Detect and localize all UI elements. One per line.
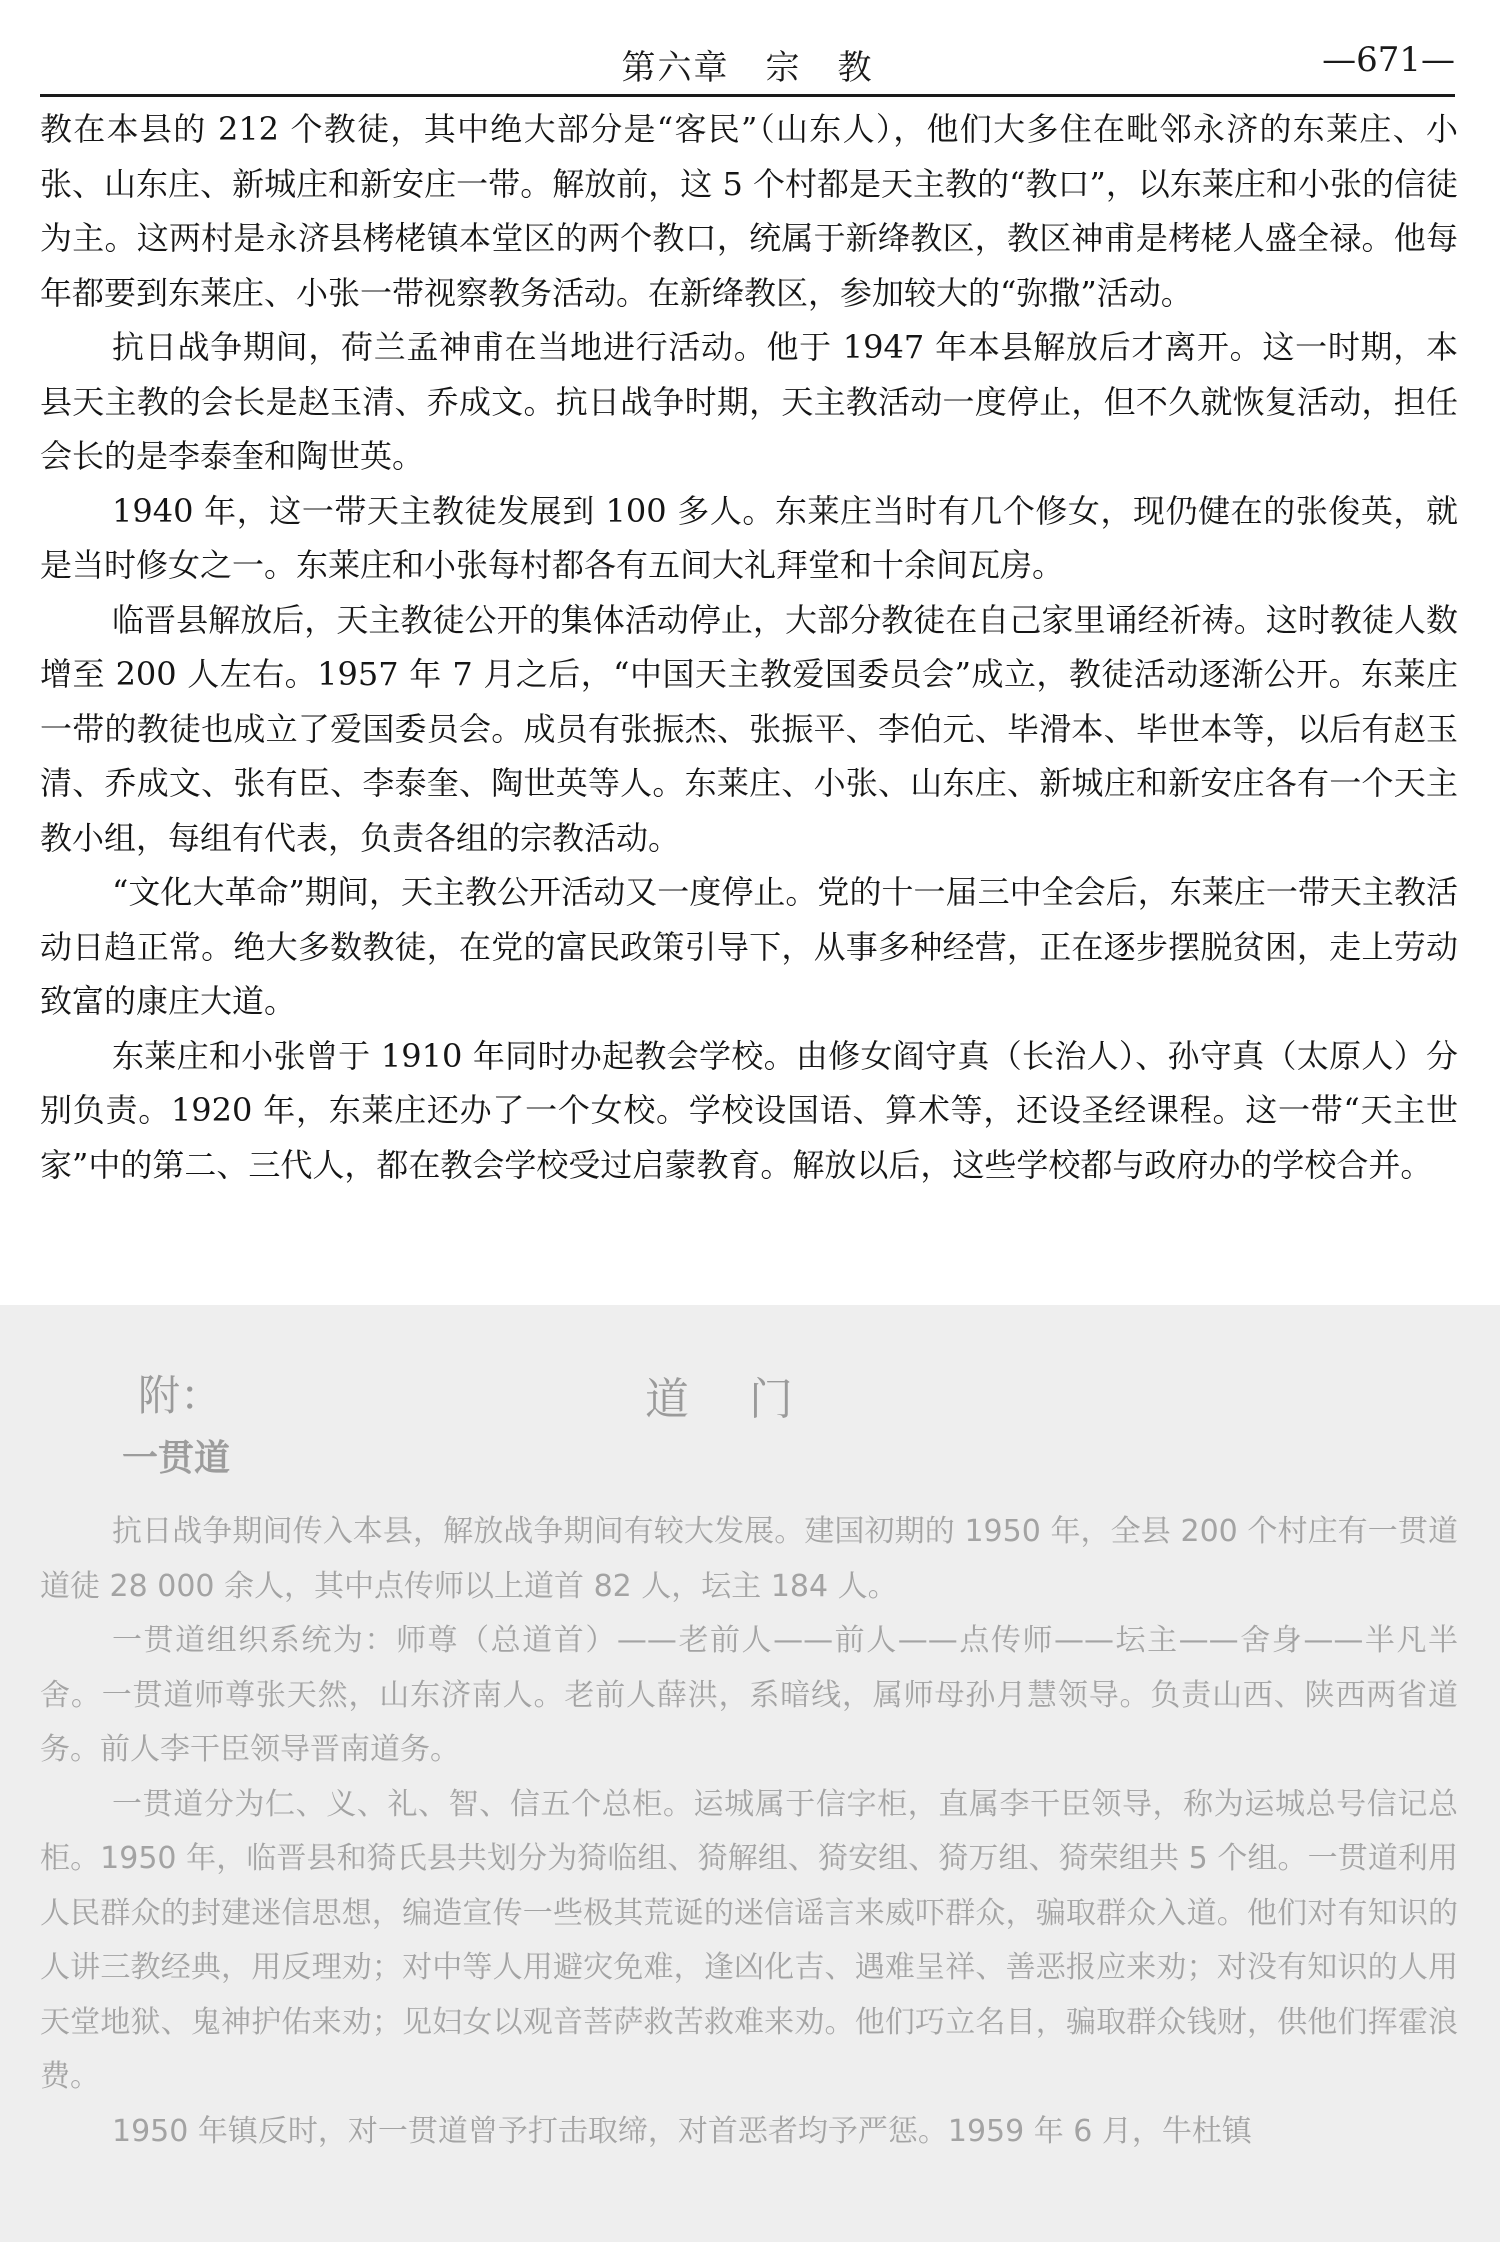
main-text — [40, 102, 1458, 1192]
chapter-title: 第六章 宗 教 — [621, 48, 874, 88]
appendix-label: 附： — [138, 1371, 223, 1420]
faded-lower-region — [0, 1305, 1500, 2242]
paragraph: 东莱庄和小张曾于 1910 年同时办起教会学校。由修女阎守真（长治人）、孙守真（太原人）分别负责。1920 年，东莱庄还办了一个女校。学校设国语、算术等，还设圣经课程。这一带“天主世家”中的第二、三代人，都在教会学校受过启蒙教育。解放以后，这些学校都与政府办的学校合并。 — [40, 1036, 1458, 1184]
appendix-title: 道门 — [645, 1374, 853, 1425]
page-number: —671— — [1322, 40, 1455, 80]
paragraph: 1940 年，这一带天主教徒发展到 100 多人。东莱庄当时有几个修女，现仍健在的张俊英，就是当时修女之一。东莱庄和小张每村都各有五间大礼拜堂和十余间瓦房。 — [40, 491, 1458, 584]
paragraph: 一贯道分为仁、义、礼、智、信五个总柜。运城属于信字柜，直属李干臣领导，称为运城总号信记总柜。1950 年，临晋县和猗氏县共划分为猗临组、猗解组、猗安组、猗万组、猗荣组共 5 个组。一贯道利用人民群众的封建迷信思想，编造宣传一些极其荒诞的迷信谣言来威吓群众，骗取群众入道。他们对有知识的人讲三教经典，用反理劝；对中等人用避灾免难，逢凶化吉、遇难呈祥、善恶报应来劝；对没有知识的人用天堂地狱、鬼神护佑来劝；见妇女以观音菩萨救苦救难来劝。他们巧立名目，骗取群众钱财，供他们挥霍浪费。 — [40, 1786, 1458, 2094]
paragraph: “文化大革命”期间，天主教公开活动又一度停止。党的十一届三中全会后，东莱庄一带天主教活动日趋正常。绝大多数教徒，在党的富民政策引导下，从事多种经营，正在逐步摆脱贫困，走上劳动致富的康庄大道。 — [40, 873, 1458, 1020]
paragraph: 抗日战争期间，荷兰孟神甫在当地进行活动。他于 1947 年本县解放后才离开。这一时期，本县天主教的会长是赵玉清、乔成文。抗日战争时期，天主教活动一度停止，但不久就恢复活动，担任会长的是李泰奎和陶世英。 — [40, 328, 1458, 475]
page-header — [40, 38, 1455, 97]
paragraph: 教在本县的 212 个教徒，其中绝大部分是“客民”（山东人），他们大多住在毗邻永济的东莱庄、小张、山东庄、新城庄和新安庄一带。解放前，这 5 个村都是天主教的“教口”，以东莱庄和小张的信徒为主。这两村是永济县栲栳镇本堂区的两个教口，统属于新绛教区，教区神甫是栲栳人盛全禄。他每年都要到东莱庄、小张一带视察教务活动。在新绛教区，参加较大的“弥撒”活动。 — [40, 110, 1458, 312]
paragraph: 一贯道组织系统为：师尊（总道首）——老前人——前人——点传师——坛主——舍身——半凡半舍。一贯道师尊张天然，山东济南人。老前人薛洪，系暗线，属师母孙月慧领导。负责山西、陕西两省道务。前人李干臣领导晋南道务。 — [40, 1623, 1458, 1767]
appendix-heading — [40, 1363, 1460, 1423]
section-text — [40, 1505, 1458, 2159]
paragraph: 抗日战争期间传入本县，解放战争期间有较大发展。建国初期的 1950 年，全县 200 个村庄有一贯道道徒 28 000 余人，其中点传师以上道首 82 人，坛主 184 人。 — [40, 1514, 1458, 1604]
paragraph: 1950 年镇反时，对一贯道曾予打击取缔，对首恶者均予严惩。1959 年 6 月，牛杜镇 — [112, 2113, 1252, 2149]
section-heading: 一贯道 — [122, 1438, 231, 1479]
paragraph: 临晋县解放后，天主教徒公开的集体活动停止，大部分教徒在自己家里诵经祈祷。这时教徒人数增至 200 人左右。1957 年 7 月之后，“中国天主教爱国委员会”成立，教徒活动逐渐公开。东莱庄一带的教徒也成立了爱国委员会。成员有张振杰、张振平、李伯元、毕滑本、毕世本等，以后有赵玉清、乔成文、张有臣、李泰奎、陶世英等人。东莱庄、小张、山东庄、新城庄和新安庄各有一个天主教小组，每组有代表，负责各组的宗教活动。 — [40, 600, 1458, 857]
